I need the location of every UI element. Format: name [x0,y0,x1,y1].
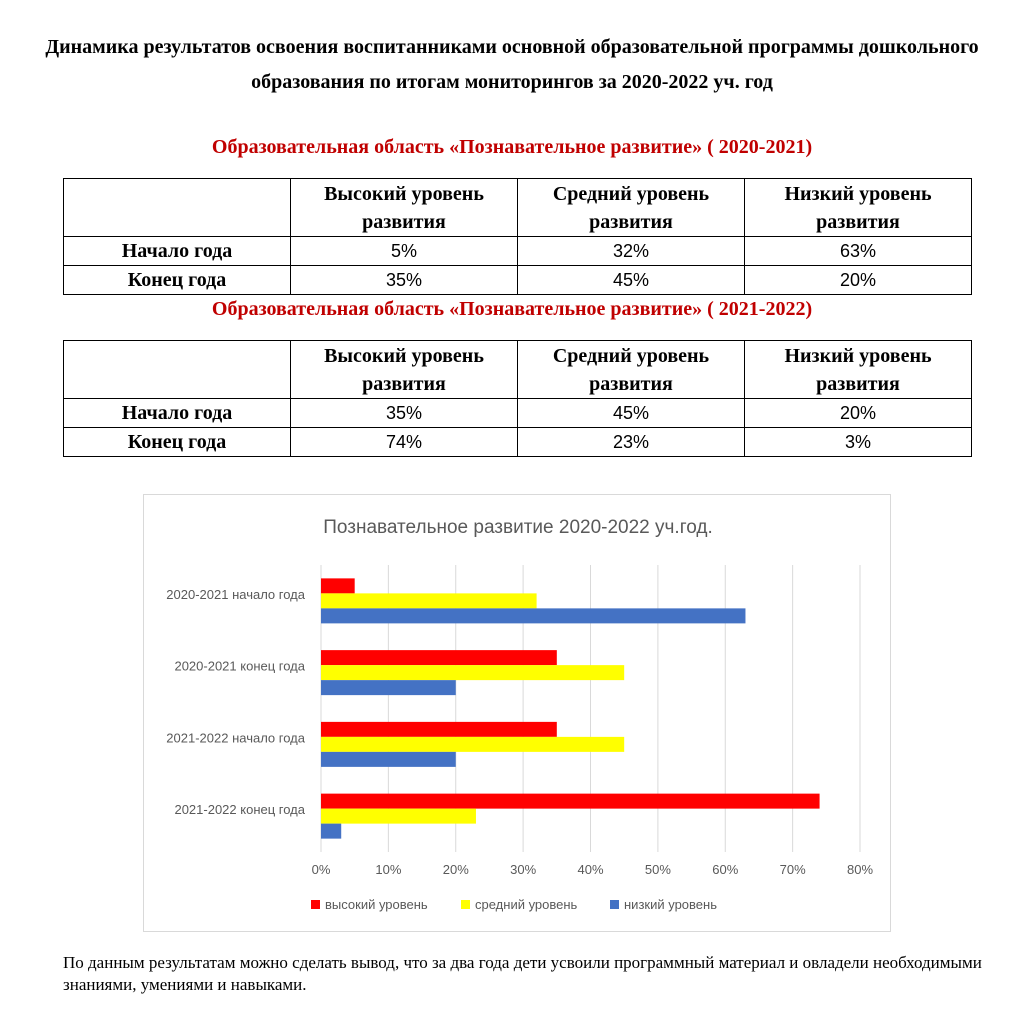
value-medium: 45% [518,399,745,428]
value-medium: 32% [518,237,745,266]
table-header-row [64,341,972,399]
legend-swatch [461,900,470,909]
x-tick-label: 40% [577,862,604,877]
value-low: 63% [745,237,972,266]
x-tick-label: 30% [510,862,537,877]
row-label-start-of-year: Начало года [64,237,291,266]
value-medium: 45% [518,266,745,295]
header-empty-cell [64,341,291,399]
section-heading-2020-2021: Образовательная область «Познавательное развитие» ( 2020-2021) [211,136,813,158]
header-high-level: Высокий уровень развития [291,341,518,399]
legend-label: низкий уровень [624,897,717,912]
x-tick-label: 0% [311,862,331,877]
x-tick-label: 50% [644,862,671,877]
legend-swatch [610,900,619,909]
bar [321,722,557,737]
header-medium-level: Средний уровень развития [518,179,745,237]
bar [321,794,820,809]
table-row [64,399,972,428]
bar [321,809,476,824]
value-low: 20% [745,399,972,428]
table-row [64,266,972,295]
category-label: 2020-2021 начало года [166,586,305,602]
header-medium-level: Средний уровень развития [518,341,745,399]
chart-container [143,494,891,932]
value-low: 3% [745,428,972,457]
page-title: Динамика результатов освоения воспитанниками основной образовательной программы дошкольного образования по итогам мониторингов за 2020-2022 уч. год [45,36,979,93]
bar [321,824,341,839]
value-high: 35% [291,266,518,295]
results-table-2021-2022 [63,340,972,457]
category-label: 2020-2021 конец года [174,658,305,674]
header-low-level: Низкий уровень развития [745,179,972,237]
row-label-start-of-year: Начало года [64,399,291,428]
row-label-end-of-year: Конец года [64,428,291,457]
value-high: 5% [291,237,518,266]
header-empty-cell [64,179,291,237]
row-label-end-of-year: Конец года [64,266,291,295]
x-tick-label: 60% [712,862,739,877]
bar [321,752,456,767]
table-row [64,428,972,457]
value-high: 74% [291,428,518,457]
value-medium: 23% [518,428,745,457]
bar-chart [144,495,892,933]
category-label: 2021-2022 начало года [166,730,305,746]
legend-swatch [311,900,320,909]
bar [321,680,456,695]
section-heading-2021-2022: Образовательная область «Познавательное развитие» ( 2021-2022) [211,298,813,320]
bar [321,650,557,665]
x-tick-label: 70% [779,862,806,877]
legend-label: средний уровень [475,897,578,912]
bar [321,593,537,608]
x-tick-label: 10% [375,862,402,877]
table-row [64,237,972,266]
value-low: 20% [745,266,972,295]
header-low-level: Низкий уровень развития [745,341,972,399]
x-tick-label: 20% [442,862,469,877]
chart-title: Познавательное развитие 2020-2022 уч.год. [323,517,713,538]
conclusion-text: По данным результатам можно сделать вывод, что за два года дети усвоили программный материал и овладели необходимыми знаниями, умениями и навыками. [63,953,982,994]
legend-label: высокий уровень [325,897,428,912]
bar [321,578,355,593]
header-high-level: Высокий уровень развития [291,179,518,237]
results-table-2020-2021 [63,178,972,295]
value-high: 35% [291,399,518,428]
bar [321,737,624,752]
bar [321,608,745,623]
bar [321,665,624,680]
category-label: 2021-2022 конец года [174,802,305,818]
x-tick-label: 80% [846,862,874,877]
table-header-row [64,179,972,237]
